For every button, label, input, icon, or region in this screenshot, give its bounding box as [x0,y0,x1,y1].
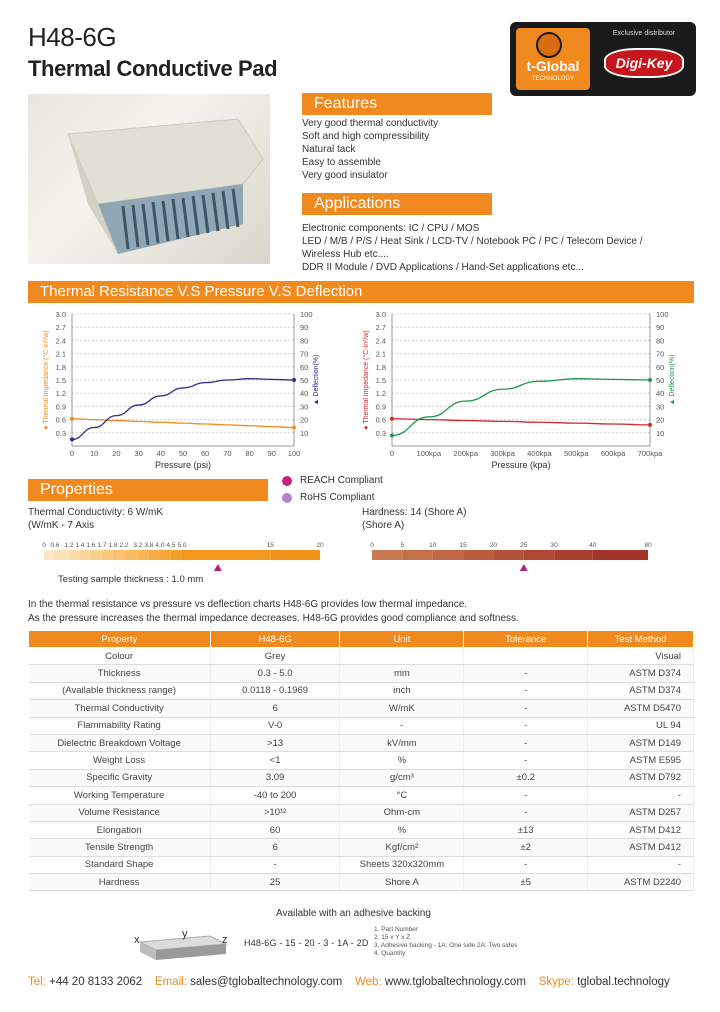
table-row [29,821,694,838]
scale-segment [138,550,149,560]
scale-segment [69,550,80,560]
scale-segment [433,550,463,560]
y2-tick-label: 100 [300,310,313,319]
x-axis-label: Pressure (psi) [154,460,212,470]
scale-segment [493,550,523,560]
scale-segment [55,550,69,560]
scale-segment [44,550,55,560]
email-link[interactable]: sales@tglobaltechnology.com [190,976,343,988]
digikey-logo: Digi-Key [604,48,684,78]
x-tick-label: 80 [245,449,254,458]
table-cell: 0.3 - 5.0 [210,665,340,682]
list-item: Soft and high compressibility [302,131,430,142]
table-cell: ASTM D374 [588,665,694,682]
table-cell: - [464,682,588,699]
list-item: Electronic components: IC / CPU / MOS [302,223,480,234]
scale-tick-label: 1.8 [108,542,118,549]
y-tick-label: 2.7 [375,323,386,333]
table-cell: ASTM E595 [588,752,694,769]
scale-marker-icon [520,564,528,571]
table-cell: - [464,804,588,821]
column-header: H48-6G [210,631,340,648]
table-cell: ASTM D374 [588,682,694,699]
table-row [29,682,694,699]
table-cell: ASTM D2240 [588,874,694,891]
data-point [390,417,394,421]
table-cell: Thickness [29,665,211,682]
table-cell: ±2 [464,839,588,856]
table-cell: mm [340,665,464,682]
y2-tick-label: 100 [656,310,669,319]
table-cell: Hardness [29,874,211,891]
x-axis-label: Pressure (kpa) [491,460,551,470]
x-tick-label: 700kpa [637,449,663,458]
y-tick-label: 1.8 [375,362,386,372]
axis-x-label: x [134,934,140,946]
rohs-icon [282,493,292,503]
x-tick-label: 400kpa [527,449,552,458]
table-cell: 25 [210,874,340,891]
table-cell: (Available thickness range) [29,682,211,699]
series-line [392,379,650,436]
y-tick-label: 2.1 [375,349,386,359]
table-row [29,769,694,786]
column-header: Unit [340,631,464,648]
table-cell: V-0 [210,717,340,734]
y-tick-label: 3.0 [375,310,386,319]
y2-tick-label: 50 [656,376,665,385]
y2-tick-label: 40 [656,389,665,399]
data-point [390,433,394,437]
y2-tick-label: 50 [300,376,309,385]
table-cell: ASTM D5470 [588,700,694,717]
scale-segment [91,550,102,560]
table-cell: - [464,665,588,682]
table-row [29,804,694,821]
table-cell: UL 94 [588,717,694,734]
axis-z-label: z [222,934,228,946]
y-tick-label: 0.9 [55,402,66,412]
y-tick-label: 1.2 [55,389,66,399]
scale-segment [102,550,113,560]
scale-segment [270,550,320,560]
x-tick-label: 100kpa [416,449,442,458]
y2-tick-label: 20 [656,415,665,425]
scale-tick-label: 10 [429,542,437,549]
tel-value[interactable]: +44 20 8133 2062 [49,976,143,988]
table-row [29,734,694,751]
y-tick-label: 2.7 [55,323,66,333]
y-tick-label: 0.3 [375,428,386,438]
tel-label: Tel: [28,976,46,988]
scale-segment [593,550,648,560]
y2-tick-label: 70 [300,349,309,359]
list-item: 3. Adhesive backing - 1A: One side 2A: Two sides [374,942,518,949]
y-tick-label: 2.4 [375,336,386,346]
table-cell: ±5 [464,874,588,891]
table-row [29,752,694,769]
table-cell [340,648,464,665]
table-cell: - [464,787,588,804]
table-cell: Weight Loss [29,752,211,769]
x-tick-label: 60 [201,449,210,458]
y-tick-label: 1.5 [55,376,66,385]
table-row [29,874,694,891]
y2-tick-label: 40 [300,389,309,399]
table-cell: Dielectric Breakdown Voltage [29,734,211,751]
y2-tick-label: 10 [300,428,309,438]
table-cell: ASTM D412 [588,821,694,838]
column-header: Test Method [588,631,694,648]
y-tick-label: 3.0 [55,310,66,319]
x-tick-label: 500kpa [563,449,589,458]
table-cell: - [588,787,694,804]
reach-icon [282,476,292,486]
column-header: Property [29,631,211,648]
properties-heading: Properties [28,479,268,501]
hardness-axis: (Shore A) [362,520,405,531]
y2-axis-label: ▲ Deflection(%) [669,354,676,406]
list-item: Very good insulator [302,170,388,181]
table-cell: -40 to 200 [210,787,340,804]
tglobal-logo-subtext: TECHNOLOGY [531,76,574,82]
applications-heading: Applications [302,193,492,215]
y2-tick-label: 90 [300,323,309,333]
list-item: DDR II Module / DVD Applications / Hand-Set applications etc... [302,262,584,273]
table-cell: 60 [210,821,340,838]
y-tick-label: 0.6 [375,415,386,425]
scale-segment [463,550,493,560]
table-cell: - [464,856,588,873]
scale-tick-label: 1.6 [86,542,96,549]
description-line: In the thermal resistance vs pressure vs deflection charts H48-6G provides low thermal impedance. [28,599,468,610]
table-cell: g/cm³ [340,769,464,786]
scale-segment [149,550,160,560]
table-row [29,787,694,804]
table-cell: >13 [210,734,340,751]
list-item: Easy to assemble [302,157,381,168]
table-cell: Sheets 320x320mm [340,856,464,873]
y2-tick-label: 60 [656,362,665,372]
table-cell: 3.09 [210,769,340,786]
scale-tick-label: 4.0 [155,542,165,549]
scale-tick-label: 25 [520,542,528,549]
features-heading: Features [302,93,492,115]
part-number: H48-6G - 15 - 20 - 3 - 1A - 2D [244,938,369,948]
y-tick-label: 2.1 [55,349,66,359]
table-cell: ASTM D412 [588,839,694,856]
email-label: Email: [154,976,187,988]
scale-segment [124,550,138,560]
table-cell: ASTM D792 [588,769,694,786]
scale-segment [113,550,124,560]
table-cell: % [340,821,464,838]
table-cell: - [588,856,694,873]
y-axis-label: ● Thermal impedance (°C-in²/w) [363,330,370,430]
x-tick-label: 600kpa [600,449,626,458]
table-cell [464,648,588,665]
table-header-row [29,631,694,648]
table-cell: ±0.2 [464,769,588,786]
x-tick-label: 30 [134,449,143,458]
features-list [302,117,502,182]
y2-tick-label: 90 [656,323,665,333]
chart-psi [28,306,338,474]
table-cell: Elongation [29,821,211,838]
product-code: H48-6G [28,22,117,52]
table-cell: >10¹² [210,804,340,821]
table-cell: - [464,752,588,769]
table-cell: % [340,752,464,769]
scale-segment [372,550,402,560]
scale-tick-label: 1.4 [75,542,85,549]
scale-tick-label: 3.2 [133,542,143,549]
description-line: As the pressure increases the thermal impedance decreases. H48-6G provides good compliance and softness. [28,613,519,624]
scale-tick-label: 5.0 [177,542,187,549]
conductivity-axis: (W/mK - 7 Axis [28,520,95,531]
table-row [29,648,694,665]
y-tick-label: 1.5 [375,376,386,385]
tglobal-logo-text: t-Global [526,58,580,74]
scale-marker-icon [214,564,222,571]
table-cell: Grey [210,648,340,665]
table-row [29,717,694,734]
hardness-label: Hardness: 14 (Shore A) [362,507,467,518]
x-tick-label: 50 [178,449,188,458]
scale-tick-label: 0 [42,542,46,549]
y2-tick-label: 80 [300,336,309,346]
data-point [292,426,296,430]
hardness-scale [368,538,668,574]
scale-tick-label: 1.7 [97,542,107,549]
y2-tick-label: 60 [300,362,309,372]
list-item: Very good thermal conductivity [302,118,439,129]
table-cell: ASTM D257 [588,804,694,821]
skype-id[interactable]: tglobal.technology [577,976,670,988]
y2-axis-label: ▲ Deflection(%) [313,354,320,406]
scale-tick-label: 20 [489,542,498,549]
table-cell: Kgf/cm² [340,839,464,856]
list-item: 2. 15 x Y x Z [374,934,411,941]
list-item: 1. Part Number [374,926,419,933]
scale-segment [554,550,593,560]
y-tick-label: 0.6 [55,415,66,425]
x-tick-label: 300kpa [490,449,515,458]
table-cell: - [210,856,340,873]
x-tick-label: 200kpa [453,449,479,458]
part-notes [374,926,517,958]
table-cell: Colour [29,648,211,665]
conductivity-scale [40,538,340,574]
globe-icon [536,32,562,58]
table-cell: 6 [210,839,340,856]
scale-tick-label: 2.2 [119,542,129,549]
skype-label: Skype: [538,976,574,988]
table-cell: - [464,717,588,734]
reach-label: REACH Compliant [300,475,383,486]
table-cell: Visual [588,648,694,665]
x-tick-label: 40 [156,449,165,458]
table-cell: inch [340,682,464,699]
table-cell: - [464,700,588,717]
table-cell: Thermal Conductivity [29,700,211,717]
y2-tick-label: 70 [656,349,665,359]
y2-tick-label: 10 [656,428,665,438]
web-label: Web: [355,976,382,988]
chart-kpa [348,306,694,474]
list-item: Natural tack [302,144,356,155]
table-cell: Volume Resistance [29,804,211,821]
table-cell: °C [340,787,464,804]
y-axis-label: ● Thermal impedance (°C-in²/w) [43,330,50,430]
x-tick-label: 0 [69,449,75,458]
table-cell: kV/mm [340,734,464,751]
scale-tick-label: 0.6 [50,542,60,549]
scale-segment [171,550,182,560]
scale-tick-label: 40 [589,542,597,549]
table-cell: Specific Gravity [29,769,211,786]
table-cell: ±13 [464,821,588,838]
y2-tick-label: 30 [300,402,309,412]
scale-segment [182,550,270,560]
column-header: Tolerance [464,631,588,648]
applications-list [302,222,694,274]
x-tick-label: 90 [267,449,276,458]
charts-heading: Thermal Resistance V.S Pressure V.S Deflection [28,281,694,303]
list-item: LED / M/B / P/S / Heat Sink / LCD-TV / Notebook PC / PC / Telecom Device / [302,236,643,247]
data-point [292,378,296,382]
scale-segment [160,550,171,560]
list-item: Wireless Hub etc.... [302,249,389,260]
scale-tick-label: 3.8 [144,542,154,549]
table-cell: Working Temperature [29,787,211,804]
sample-note: Testing sample thickness : 1.0 mm [58,574,204,585]
table-cell: Flammability Rating [29,717,211,734]
scale-tick-label: 1.2 [64,542,74,549]
y-tick-label: 2.4 [55,336,66,346]
scale-tick-label: 30 [550,542,558,549]
scale-tick-label: 20 [316,542,324,549]
y2-tick-label: 80 [656,336,665,346]
scale-tick-label: 80 [644,542,652,549]
series-line [72,379,294,440]
table-row [29,700,694,717]
y-tick-label: 0.9 [375,402,386,412]
product-photo [28,94,270,264]
rohs-label: RoHS Compliant [300,492,375,503]
table-cell: W/mK [340,700,464,717]
x-tick-label: 20 [112,449,121,458]
scale-tick-label: 15 [266,542,274,549]
contact-footer [28,976,694,988]
data-point [648,378,652,382]
y2-tick-label: 30 [656,402,665,412]
product-name: Thermal Conductive Pad [28,56,278,81]
table-row [29,665,694,682]
table-cell: - [340,717,464,734]
axis-y-label: y [182,928,188,940]
scale-tick-label: 4.5 [166,542,176,549]
data-point [70,417,74,421]
x-tick-label: 10 [90,449,99,458]
scale-tick-label: 15 [459,542,467,549]
description [28,598,694,626]
table-cell: - [464,734,588,751]
y-tick-label: 0.3 [55,428,66,438]
x-tick-label: 100 [287,449,301,458]
properties-table [28,630,694,891]
conductivity-label: Thermal Conductivity: 6 W/mK [28,507,164,518]
table-cell: Ohm-cm [340,804,464,821]
table-row [29,839,694,856]
table-row [29,856,694,873]
table-cell: Tensile Strength [29,839,211,856]
backing-title: Available with an adhesive backing [276,908,431,919]
web-link[interactable]: www.tglobaltechnology.com [384,976,526,988]
x-tick-label: 0 [389,449,395,458]
scale-tick-label: 0 [370,542,374,549]
y-tick-label: 1.2 [375,389,386,399]
table-cell: Shore A [340,874,464,891]
scale-segment [402,550,432,560]
table-cell: 0.0118 - 0.1969 [210,682,340,699]
table-cell: ASTM D149 [588,734,694,751]
table-cell: <1 [210,752,340,769]
table-cell: 6 [210,700,340,717]
scale-segment [524,550,554,560]
scale-tick-label: 5 [400,542,405,549]
y-tick-label: 1.8 [55,362,66,372]
table-cell: Standard Shape [29,856,211,873]
x-tick-label: 70 [223,449,232,458]
data-point [648,423,652,427]
list-item: 4. Quantity [374,950,406,957]
y2-tick-label: 20 [300,415,309,425]
distributor-line: Exclusive distributor [612,30,676,37]
scale-segment [80,550,91,560]
data-point [70,437,74,441]
